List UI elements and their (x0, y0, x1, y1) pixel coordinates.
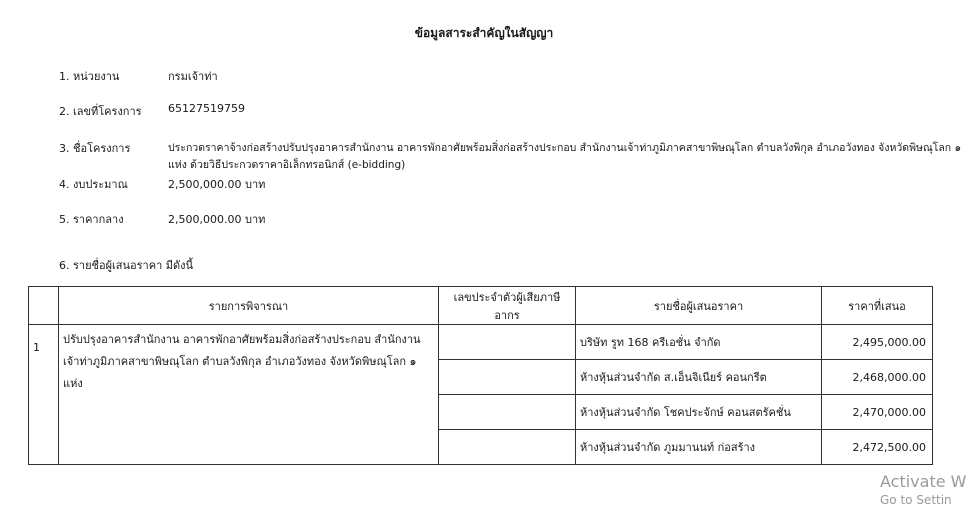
field-budget-value: 2,500,000.00 บาท (168, 178, 266, 191)
bid-price: 2,495,000.00 (822, 325, 933, 360)
field-median-price-value: 2,500,000.00 บาท (168, 213, 266, 226)
field-agency-value: กรมเจ้าท่า (168, 70, 218, 83)
bid-bidder: บริษัท รูท 168 ครีเอชั่น จำกัด (576, 325, 822, 360)
bidders-section-title: 6. รายชื่อผู้เสนอราคา มีดังนี้ (59, 259, 194, 272)
field-agency-label: 1. หน่วยงาน (59, 70, 120, 83)
row-index: 1 (29, 325, 59, 465)
bid-taxid (439, 430, 576, 465)
bid-price: 2,470,000.00 (822, 395, 933, 430)
field-project-number-label: 2. เลขที่โครงการ (59, 105, 142, 118)
bid-taxid (439, 395, 576, 430)
table-row (29, 325, 933, 360)
bid-taxid (439, 360, 576, 395)
bid-price: 2,468,000.00 (822, 360, 933, 395)
header-price: ราคาที่เสนอ (822, 287, 933, 325)
bid-bidder: ห้างหุ้นส่วนจำกัด ภูมมานนท์ ก่อสร้าง (576, 430, 822, 465)
header-index (29, 287, 59, 325)
field-median-price-label: 5. ราคากลาง (59, 213, 124, 226)
field-project-name-value: ประกวดราคาจ้างก่อสร้างปรับปรุงอาคารสำนักงาน อาคารพักอาศัยพร้อมสิ่งก่อสร้างประกอบ สำนักงานเจ้าท่าภูมิภาคสาขาพิษณุโลก ตำบลวังพิกุล อำเภอวังทอง จังหวัดพิษณุโลก ๑ (168, 142, 962, 154)
bid-price: 2,472,500.00 (822, 430, 933, 465)
field-project-name-value-line2: แห่ง ด้วยวิธีประกวดราคาอิเล็กทรอนิกส์ (e-bidding) (168, 159, 406, 171)
field-project-name-label: 3. ชื่อโครงการ (59, 142, 131, 155)
bid-bidder: ห้างหุ้นส่วนจำกัด โชคประจักษ์ คอนสตรัคชั่น (576, 395, 822, 430)
field-budget-label: 4. งบประมาณ (59, 178, 128, 191)
document-title: ข้อมูลสาระสำคัญในสัญญา (414, 26, 554, 40)
watermark-line1: Activate W (880, 472, 967, 491)
table-header-row (29, 287, 933, 325)
field-project-number-value: 65127519759 (168, 102, 245, 115)
header-taxid: เลขประจำตัวผู้เสียภาษีอากร (439, 287, 576, 325)
header-item: รายการพิจารณา (59, 287, 439, 325)
bidders-table (28, 286, 933, 465)
activation-watermark (880, 472, 968, 508)
bid-taxid (439, 325, 576, 360)
row-item: ปรับปรุงอาคารสำนักงาน อาคารพักอาศัยพร้อมสิ่งก่อสร้างประกอบ สำนักงานเจ้าท่าภูมิภาคสาขาพิษณุโลก ตำบลวังพิกุล อำเภอวังทอง จังหวัดพิษณุโลก ๑ แห่ง (59, 325, 439, 465)
bid-bidder: ห้างหุ้นส่วนจำกัด ส.เอ็นจิเนียร์ คอนกรีต (576, 360, 822, 395)
watermark-line2: Go to Settin (880, 493, 952, 507)
header-bidder: รายชื่อผู้เสนอราคา (576, 287, 822, 325)
